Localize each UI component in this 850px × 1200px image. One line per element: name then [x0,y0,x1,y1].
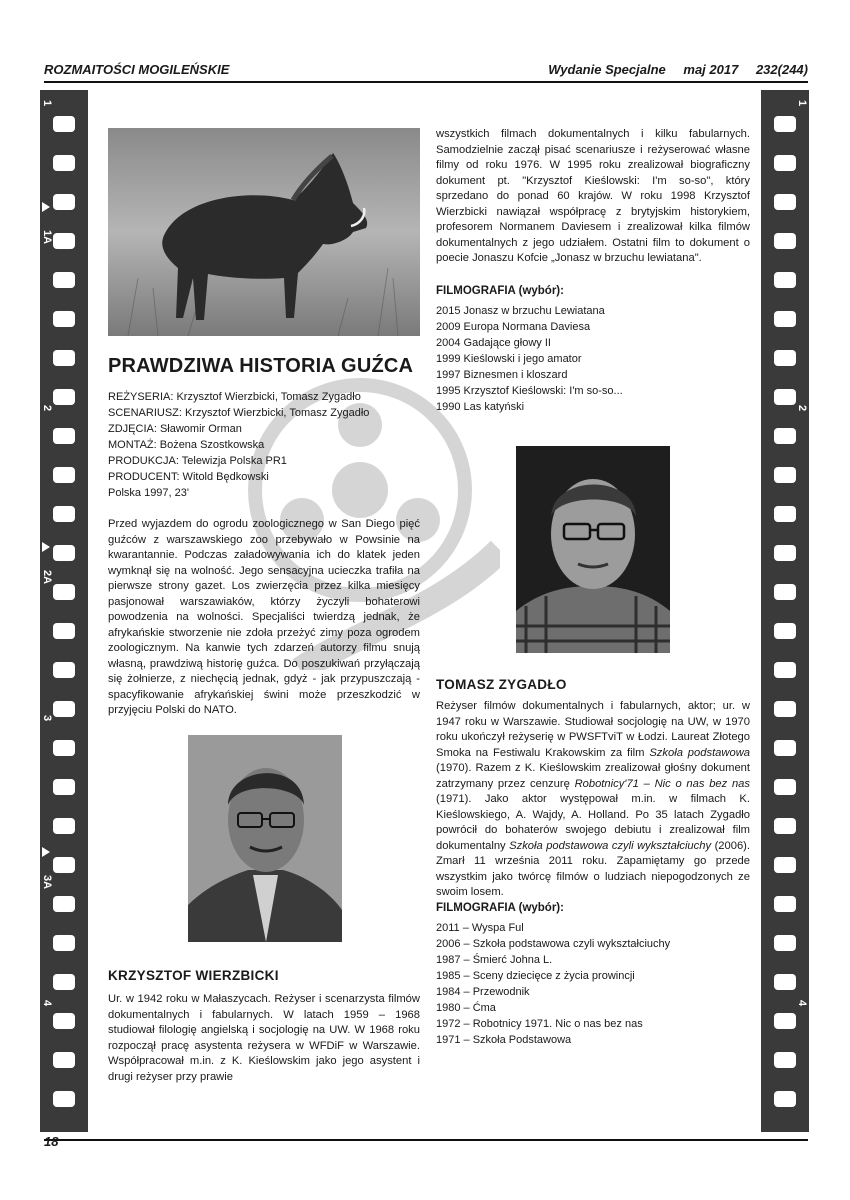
credit-line: Polska 1997, 23' [108,487,189,499]
film-synopsis: Przed wyjazdem do ogrodu zoologicznego w San Diego pięć guźców z warszawskiego zoo przebywało w Powsinie na kwarantannie. Podczas załadowywania ich do klatek jeden wymknął się na wolność. Jego sensacyjna ucieczka trafiła na pierwsze strony gazet. Los zwierzęcia przez kilka miesięcy pasjonował warszawiaków, którzy życzyli bohaterowi powodzenia na wolności. Specjaliści twierdzą jednak, że afrykańskie stworzenie nie zdoła przeżyć zimy poza ogrodem zoologicznym. Na kanwie tych zdarzeń autorzy filmu snują własną, prawdziwą historię guźca. Do poszukiwań przyłączają się żołnierze, z niechęcią jednak, gdyż - jak przypuszczają - spacyfikowanie afrykańskiej świni może przeszkodzić w przyjęciu Polski do NATO. [108,518,420,716]
filmography-item: 1984 – Przewodnik [436,986,530,998]
frame-marker: 3 [41,715,53,722]
credit-line: PRODUKCJA: Telewizja Polska PR1 [108,455,287,467]
sprocket-hole [53,623,75,639]
filmography-item: 1985 – Sceny dziecięce z życia prowincji [436,970,635,982]
header-rule [44,81,808,83]
filmography-item: 1987 – Śmierć Johna L. [436,954,553,966]
sprocket-hole [774,428,796,444]
frame-marker: 2 [796,405,808,412]
zygadlo-name: TOMASZ ZYGADŁO [436,677,567,692]
sprocket-hole [53,935,75,951]
filmography-item: 1990 Las katyński [436,401,525,413]
wierzbicki-filmography [436,303,750,415]
sprocket-hole [774,1091,796,1107]
sprocket-hole [53,233,75,249]
zygadlo-film-title-3: Szkoła podstawowa czyli wykształciuchy [509,839,712,852]
filmography-item: 2015 Jonasz w brzuchu Lewiatana [436,305,605,317]
sprocket-hole [53,545,75,561]
frame-marker: 1A [41,230,53,245]
sprocket-hole [774,974,796,990]
film-strip-left [40,90,88,1132]
sprocket-hole [53,311,75,327]
sprocket-hole [774,935,796,951]
sprocket-hole [53,779,75,795]
sprocket-hole [53,272,75,288]
sprocket-hole [53,467,75,483]
sprocket-hole [774,233,796,249]
sprocket-hole [774,116,796,132]
sprocket-hole [53,896,75,912]
sprocket-hole [53,857,75,873]
zygadlo-film-title-2: Robotnicy'71 – Nic o nas bez nas [574,777,750,790]
filmography-item: 1995 Krzysztof Kieślowski: I'm so-so... [436,385,623,397]
frame-marker: 1 [796,100,808,107]
filmography-item: 1971 – Szkoła Podstawowa [436,1034,572,1046]
frame-arrow-icon [42,202,50,212]
zygadlo-bio-c: (1971). Jako aktor występował m.in. w filmach K. Kieślowskiego, A. Wajdy, A. Holland. Po 35 latach Zygadło powrócił do bohaterów swojego debiutu i zrealizował film dokumentalny [436,793,750,852]
issue-number: 232(244) [755,62,808,77]
header-right [534,62,808,77]
frame-arrow-icon [42,847,50,857]
sprocket-hole [774,272,796,288]
frame-marker: 4 [41,1000,53,1007]
sprocket-hole [774,506,796,522]
sprocket-hole [774,1052,796,1068]
sprocket-hole [53,428,75,444]
zygadlo-filmography [436,920,750,1048]
credit-line: MONTAŻ: Bożena Szostkowska [108,439,265,451]
zygadlo-filmography-heading: FILMOGRAFIA (wybór): [436,902,564,914]
credit-line: ZDJĘCIA: Sławomir Orman [108,423,242,435]
sprocket-hole [774,857,796,873]
wierzbicki-filmography-heading: FILMOGRAFIA (wybór): [436,285,564,297]
sprocket-hole [53,350,75,366]
credit-line: PRODUCENT: Witold Będkowski [108,471,269,483]
zygadlo-film-title-1: Szkoła podstawowa [649,746,750,759]
sprocket-hole [53,701,75,717]
filmography-item: 2009 Europa Normana Daviesa [436,321,591,333]
credit-line: SCENARIUSZ: Krzysztof Wierzbicki, Tomasz Zygadło [108,407,370,419]
sprocket-hole [53,662,75,678]
wierzbicki-portrait [188,735,342,942]
filmography-item: 2011 – Wyspa Ful [436,922,524,934]
wierzbicki-name: KRZYSZTOF WIERZBICKI [108,968,279,983]
publication-name: ROZMAITOŚCI MOGILEŃSKIE [44,62,230,77]
sprocket-hole [774,701,796,717]
frame-marker: 2 [41,405,53,412]
film-credits [108,389,428,501]
footer-rule [44,1139,808,1141]
sprocket-hole [774,896,796,912]
sprocket-hole [774,155,796,171]
sprocket-hole [774,623,796,639]
sprocket-hole [774,584,796,600]
sprocket-hole [774,194,796,210]
page-number: 18 [44,1134,59,1149]
sprocket-hole [53,974,75,990]
frame-marker: 3A [41,875,53,890]
frame-marker: 4 [796,1000,808,1007]
sprocket-hole [53,1013,75,1029]
sprocket-hole [774,467,796,483]
sprocket-hole [53,506,75,522]
sprocket-hole [53,155,75,171]
sprocket-hole [53,1091,75,1107]
sprocket-hole [53,740,75,756]
zygadlo-bio-a: Reżyser filmów dokumentalnych i fabularnych, aktor; ur. w 1947 roku w Warszawie. Studiował socjologię na UW, w 1970 roku ukończył reżyserię w PWSFTviT w Łodzi. Laureat Złotego Smoka na Festiwalu Krakowskim za film [436,700,750,759]
sprocket-hole [53,584,75,600]
sprocket-hole [774,662,796,678]
zygadlo-bio-b: (1970). Razem z K. Kieślowskim zrealizował głośny dokument zatrzymany przez cenzurę [436,762,750,790]
article-title: PRAWDZIWA HISTORIA GUŹCA [108,355,414,377]
sprocket-hole [53,389,75,405]
sprocket-hole [774,1013,796,1029]
sprocket-hole [774,545,796,561]
frame-marker: 1 [41,100,53,107]
filmography-item: 2006 – Szkoła podstawowa czyli wykształciuchy [436,938,671,950]
wierzbicki-bio-part2: wszystkich filmach dokumentalnych i kilku fabularnych. Samodzielnie zaczął pisać scenariusze i reżyserować własne filmy od roku 1976. W 1995 roku zrealizował biograficzny dokument pt. "Krzysztof Kieślowski: I'm so-so", który sprzedano do ponad 60 krajów. W roku 1998 Krzysztof Wierzbicki nawiązał współpracę z brytyjskim historykiem, profesorem Normanem Daviesem i zrealizował kilka filmów dokumentalnych z jego udziałem. Ostatni film to dokument o poecie Jonaszu Kofcie „Jonasz w brzuchu lewiatana". [436,128,750,264]
credit-line: REŻYSERIA: Krzysztof Wierzbicki, Tomasz Zygadło [108,391,361,403]
filmography-item: 2004 Gadające głowy II [436,337,551,349]
sprocket-hole [53,194,75,210]
sprocket-hole [774,350,796,366]
edition-label: Wydanie Specjalne [548,62,666,77]
frame-marker: 2A [41,570,53,585]
page-header [44,62,808,82]
sprocket-hole [774,389,796,405]
warthog-photo [108,128,420,336]
zygadlo-portrait [516,446,670,653]
filmography-item: 1997 Biznesmen i kloszard [436,369,568,381]
filmography-item: 1980 – Ćma [436,1002,496,1014]
filmography-item: 1999 Kieślowski i jego amator [436,353,582,365]
sprocket-hole [53,818,75,834]
wierzbicki-bio-part1: Ur. w 1942 roku w Małaszycach. Reżyser i scenarzysta filmów dokumentalnych i fabularnych. W latach 1959 – 1968 studiował filologię angielską i socjologię na UW. W 1968 roku rozpoczął pracę asystenta reżysera w WFDiF w Warszawie. Współpracował m.in. z K. Kieślowskim jako jego asystent i drugi reżyser przy prawie [108,993,420,1083]
zygadlo-bio-d: (2006). Zmarł 11 września 2011 roku. Zapamiętamy go przede wszystkim jako twórcę filmów o ludziach niepogodzonych ze swoim losem. [436,839,751,898]
sprocket-hole [53,116,75,132]
sprocket-hole [774,818,796,834]
issue-date: maj 2017 [683,62,739,77]
sprocket-hole [774,311,796,327]
sprocket-hole [774,740,796,756]
frame-arrow-icon [42,542,50,552]
sprocket-hole [774,779,796,795]
filmography-item: 1972 – Robotnicy 1971. Nic o nas bez nas [436,1018,643,1030]
sprocket-hole [53,1052,75,1068]
film-strip-right [761,90,809,1132]
zygadlo-bio [436,699,750,901]
